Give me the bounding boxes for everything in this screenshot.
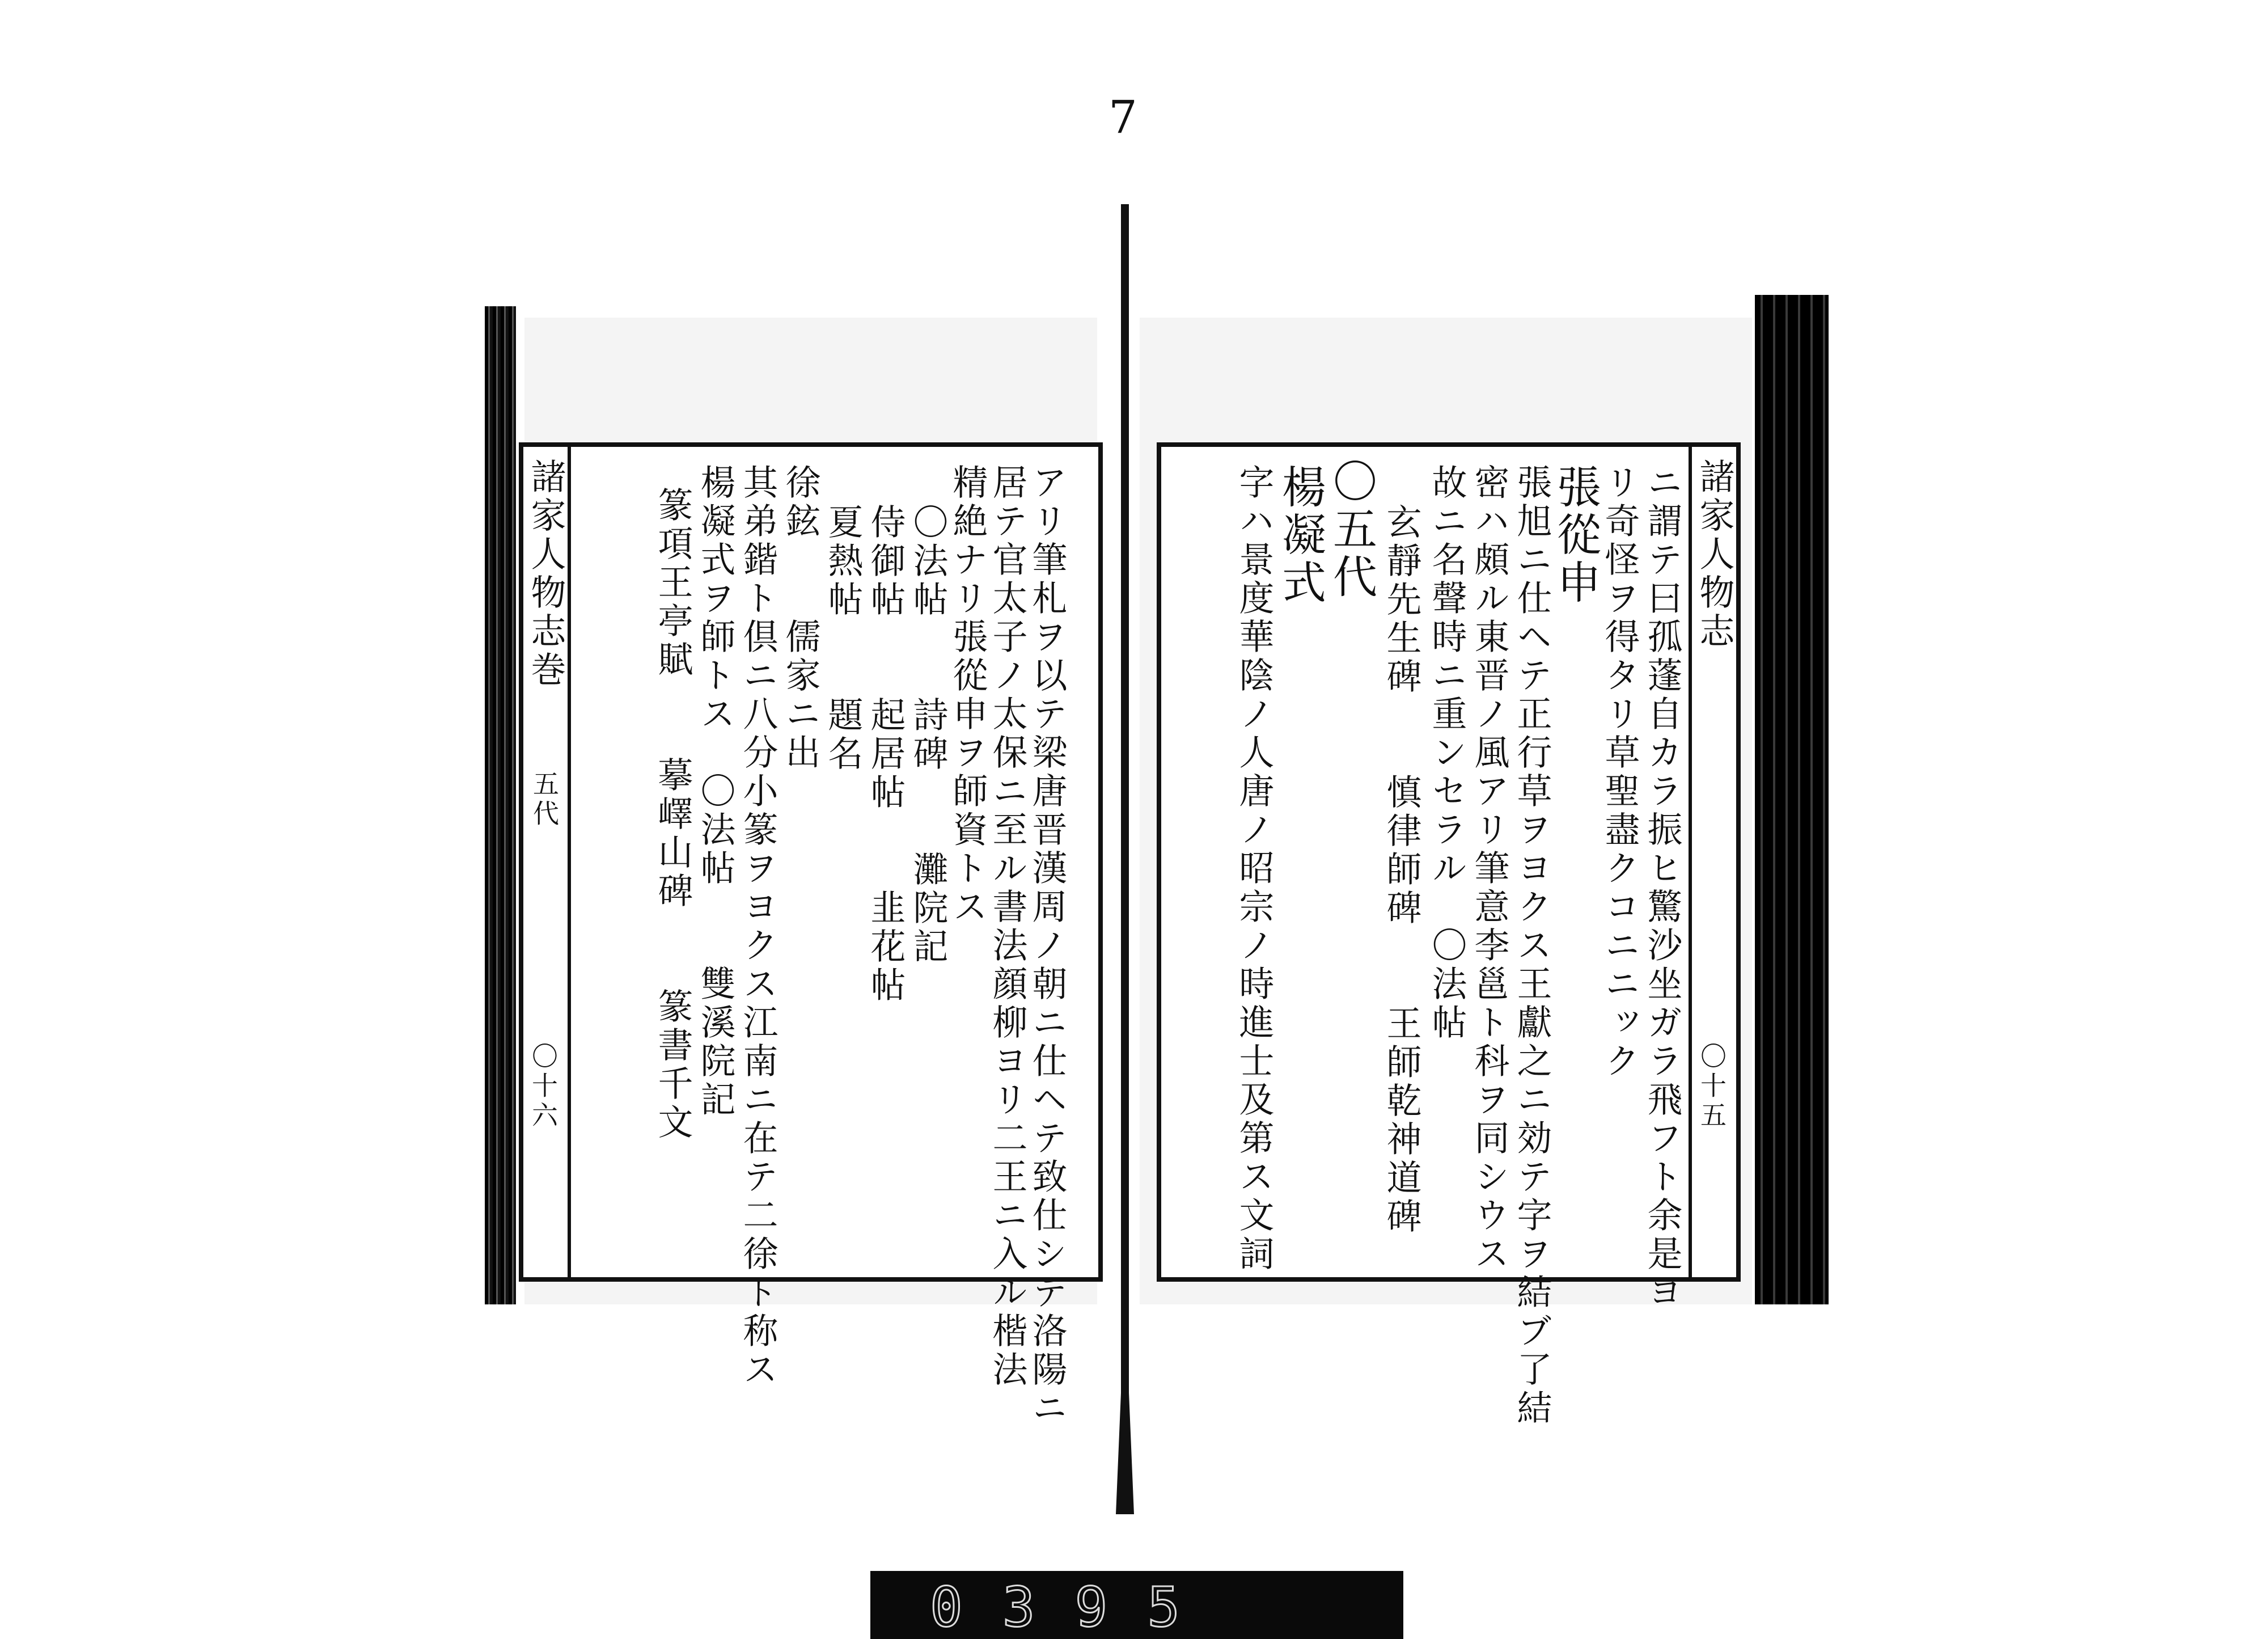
folio-number: 〇十六 (528, 1042, 558, 1131)
running-title: 諸家人物志 (1694, 458, 1735, 651)
folio-number: 〇十五 (1696, 1042, 1727, 1131)
right-page-edge (1755, 295, 1829, 1304)
spine-tip (1116, 1299, 1134, 1514)
section-label: 五代 (529, 770, 560, 829)
text-column: 其弟鍇ト倶ニ八分小篆ヲヨクス江南ニ在テ二徐ト称ス (737, 464, 778, 1389)
text-column: ニ謂テ曰孤蓬自カラ振ヒ驚沙坐ガラ飛フト余是ヨ (1641, 464, 1683, 1312)
right-page-frame (1157, 442, 1741, 1428)
text-column: 夏熱帖 題名 (822, 504, 864, 774)
running-title: 諸家人物志巻 (525, 458, 566, 690)
text-column: 楊凝式ヲ師トス 〇法帖 雙溪院記 (695, 464, 736, 1120)
heading-name: 張從申 (1550, 464, 1601, 607)
left-page-frame (519, 442, 1103, 1428)
heading-name: 楊凝式 (1275, 464, 1326, 607)
margin-strip (1689, 447, 1736, 1277)
margin-strip (523, 447, 571, 1277)
text-column: 玄靜先生碑 慎律師碑 王師乾神道碑 (1381, 504, 1422, 1236)
left-page-edge (485, 306, 516, 1304)
text-column: 張旭ニ仕ヘテ正行草ヲヨクス王獻之ニ効テ字ヲ結ブ了結 (1511, 464, 1552, 1428)
top-mark: 7 (1108, 91, 1137, 143)
text-column: 居テ官太子ノ太保ニ至ル書法顔柳ヨリ二王ニ入ル楷法 (987, 464, 1028, 1389)
text-column: 〇法帖 詩碑 灘院記 (907, 504, 949, 966)
section-heading: 〇五代 (1326, 458, 1377, 601)
archive-number: 0395 (930, 1575, 1220, 1639)
text-column: 故ニ名聲時ニ重ンセラル 〇法帖 (1426, 464, 1467, 1042)
text-column: 篆項王亭賦 摹嶧山碑 篆書千文 (652, 487, 693, 1142)
text-column: 字ハ景度華陰ノ人唐ノ昭宗ノ時進士及第ス文詞 (1233, 464, 1275, 1274)
text-column: 密ハ頗ル東晋ノ風アリ筆意李邕ト科ヲ同シウス (1469, 464, 1510, 1274)
text-column: リ奇怪ヲ得タリ草聖盡クコニニック (1599, 464, 1640, 1081)
text-column: 精絶ナリ張從申ヲ師資トス (947, 464, 988, 927)
text-column: 侍御帖 起居帖 韭花帖 (865, 504, 906, 1005)
text-column: 徐鉉 儒家ニ出 (780, 464, 821, 772)
text-column: アリ筆札ヲ以テ梁唐晋漢周ノ朝ニ仕ヘテ致仕シテ洛陽ニ (1026, 464, 1068, 1428)
